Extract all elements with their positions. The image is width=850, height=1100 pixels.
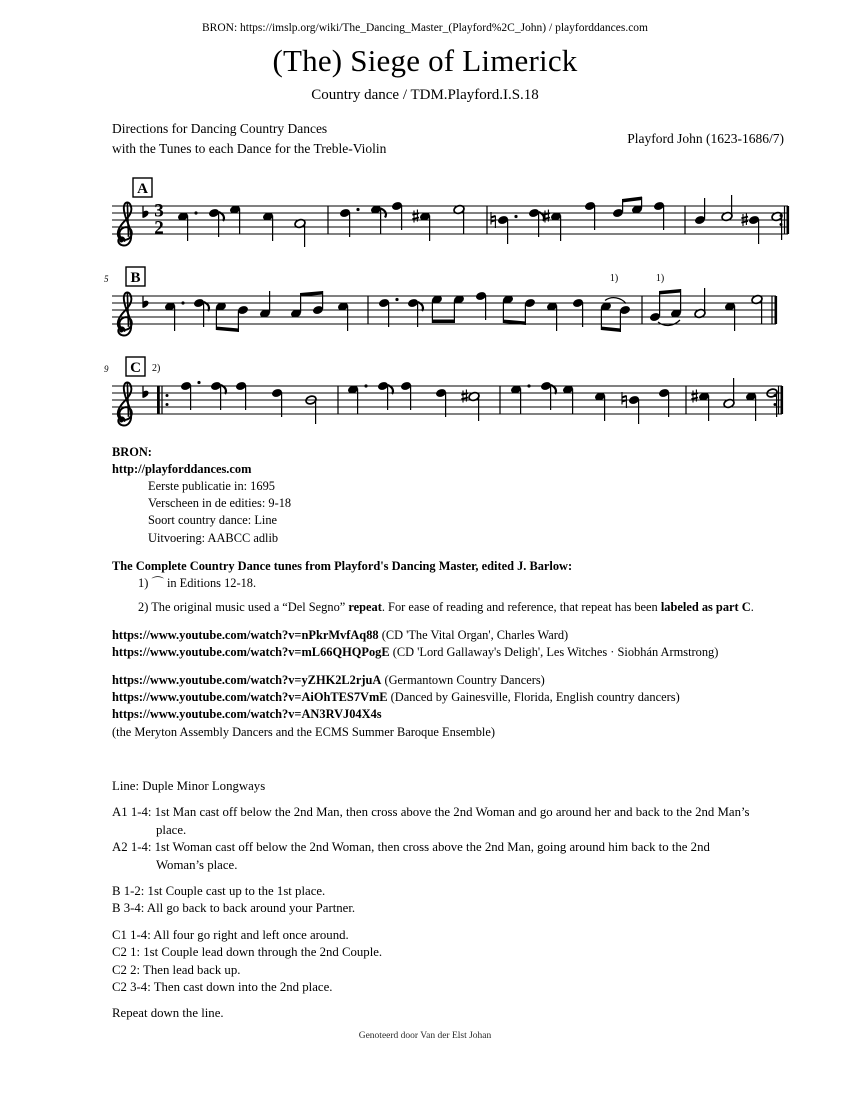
notes-section xyxy=(112,444,792,741)
link-desc: (Germantown Country Dancers) xyxy=(381,673,545,688)
link-url[interactable]: https://www.youtube.com/watch?v=AiOhTES7VmE xyxy=(112,690,388,705)
treble-clef xyxy=(118,202,132,245)
meta-item-2: Soort country dance: Line xyxy=(148,513,278,528)
dance-instructions xyxy=(112,778,752,1023)
link-item[interactable] xyxy=(112,689,792,706)
meta-item-3: Uitvoering: AABCC adlib xyxy=(148,530,279,545)
link-desc: (CD 'The Vital Organ', Charles Ward) xyxy=(378,627,569,642)
link-desc: (Danced by Gainesville, Florida, English country dancers) xyxy=(387,690,680,705)
page-footer: Genoteerd door Van der Elst Johan xyxy=(358,1031,492,1041)
link-item[interactable] xyxy=(112,706,792,723)
footnote-mark-1b: 1) xyxy=(655,273,665,284)
footnote-2-bold-label: labeled as part C xyxy=(660,599,751,614)
dance-c1: C1 1-4: All four go right and left once around. xyxy=(112,927,349,942)
source-url-line: BRON: https://imslp.org/wiki/The_Dancing_Master_(Playford%2C_John) / playforddances.com xyxy=(202,22,648,34)
link-item[interactable] xyxy=(112,644,792,661)
staff-system-1 xyxy=(0,168,850,258)
dance-figure-a xyxy=(112,804,752,874)
page-subtitle: Country dance / TDM.Playford.I.S.18 xyxy=(311,87,539,103)
dance-figure-c xyxy=(112,927,752,997)
dance-b1: B 1-2: 1st Couple cast up to the 1st place. xyxy=(112,883,326,898)
link-url[interactable]: https://www.youtube.com/watch?v=mL66QHQPogE xyxy=(112,645,390,660)
dance-a1 xyxy=(112,804,752,839)
treble-clef xyxy=(118,382,132,425)
rehearsal-mark-a-label: A xyxy=(137,181,148,197)
publication-credit-line1: Directions for Dancing Country Dances xyxy=(112,121,328,136)
footnote-1 xyxy=(138,575,792,592)
music-notation xyxy=(0,168,850,438)
dance-c4: C2 3-4: Then cast down into the 2nd place. xyxy=(112,979,333,994)
link-item[interactable] xyxy=(112,627,792,644)
footnote-mark-1a: 1) xyxy=(609,273,619,284)
accidental-natural xyxy=(491,212,509,228)
dance-c2: C2 1: 1st Couple lead down through the 2nd Couple. xyxy=(112,945,383,960)
slur-2 xyxy=(658,320,680,325)
dance-repeat: Repeat down the line. xyxy=(112,1006,224,1021)
dance-a2 xyxy=(112,839,752,874)
dance-a1-line2: the 2nd Man’s place. xyxy=(156,805,750,837)
composer-credit: Playford John (1623-1686/7) xyxy=(627,131,784,146)
staff-system-3 xyxy=(0,348,850,438)
measure-number-9: 9 xyxy=(104,364,109,374)
footnote-2-bold-repeat: repeat xyxy=(348,599,382,614)
link-url[interactable]: https://www.youtube.com/watch?v=yZHK2L2rjuA xyxy=(112,673,382,688)
link-item[interactable] xyxy=(112,672,792,689)
footnote-mark-2: 2) xyxy=(152,363,161,374)
link-desc: (CD 'Lord Gallaway's Deligh', Les Witches · Siobhán Armstrong) xyxy=(389,645,719,660)
rehearsal-mark-c-label: C xyxy=(130,360,141,376)
accidental-sharp xyxy=(412,210,431,223)
svg-text:3: 3 xyxy=(154,200,164,222)
staff-system-2 xyxy=(0,258,850,348)
dance-c3: C2 2: Then lead back up. xyxy=(112,962,241,977)
footnote-2-part-c: . xyxy=(750,599,754,614)
key-signature-flat xyxy=(143,206,148,218)
measure-number-5: 5 xyxy=(104,274,109,284)
recording-links-group-1 xyxy=(112,627,792,661)
footnote-2-part-a: 2) The original music used a “Del Segno” xyxy=(138,599,349,614)
link-url[interactable]: https://www.youtube.com/watch?v=nPkrMvfAq88 xyxy=(112,627,379,642)
svg-text:2: 2 xyxy=(154,217,164,239)
footnote-2 xyxy=(138,599,792,616)
bron-label: BRON: xyxy=(112,445,152,459)
links-group-2-note: (the Meryton Assembly Dancers and the ECMS Summer Baroque Ensemble) xyxy=(112,724,496,739)
footnote-1-text: in Editions 12-18. xyxy=(166,575,257,590)
bron-url[interactable]: http://playforddances.com xyxy=(112,462,252,477)
measure-10 xyxy=(347,381,480,421)
measure-5 xyxy=(164,291,349,332)
treble-clef xyxy=(118,292,132,335)
barlow-heading: The Complete Country Dance tunes from Playford's Dancing Master, edited J. Barlow: xyxy=(112,558,573,573)
dance-a2-line2: the 2nd Woman’s place. xyxy=(156,840,710,872)
staff-lines-3 xyxy=(112,386,782,414)
measure-11 xyxy=(510,381,670,424)
dance-formation: Line: Duple Minor Longways xyxy=(112,779,266,793)
rehearsal-mark-b-label: B xyxy=(130,270,141,286)
footnote-1-marker: 1) xyxy=(138,575,149,590)
measure-6 xyxy=(378,291,631,332)
measure-9 xyxy=(180,381,317,424)
meta-item-0: Eerste publicatie in: 1695 xyxy=(148,479,275,494)
recording-links-group-2 xyxy=(112,672,792,740)
measure-2 xyxy=(339,201,465,241)
page-title: (The) Siege of Limerick xyxy=(272,43,578,78)
meta-item-1: Verscheen in de edities: 9-18 xyxy=(148,496,292,511)
link-url[interactable]: https://www.youtube.com/watch?v=AN3RVJ04X4s xyxy=(112,707,382,722)
key-signature-flat xyxy=(143,296,148,308)
publication-credit-line2: with the Tunes to each Dance for the Treble-Violin xyxy=(112,140,387,156)
measure-1 xyxy=(177,204,306,247)
key-signature-flat xyxy=(143,386,148,398)
slur-glyph-icon: ⌒ xyxy=(151,575,164,590)
dance-b2: B 3-4: All go back to back around your Partner. xyxy=(112,901,356,916)
time-signature xyxy=(154,201,164,239)
dance-a1-line1: A1 1-4: 1st Man cast off below the 2nd Man, then cross above the 2nd Woman and go around her and back to xyxy=(112,805,674,820)
dance-figure-b xyxy=(112,883,752,918)
footnote-2-part-b: . For ease of reading and reference, that repeat has been xyxy=(381,599,661,614)
dance-a2-line1: A2 1-4: 1st Woman cast off below the 2nd Woman, then cross above the 2nd Man, going around him back to xyxy=(112,840,669,855)
